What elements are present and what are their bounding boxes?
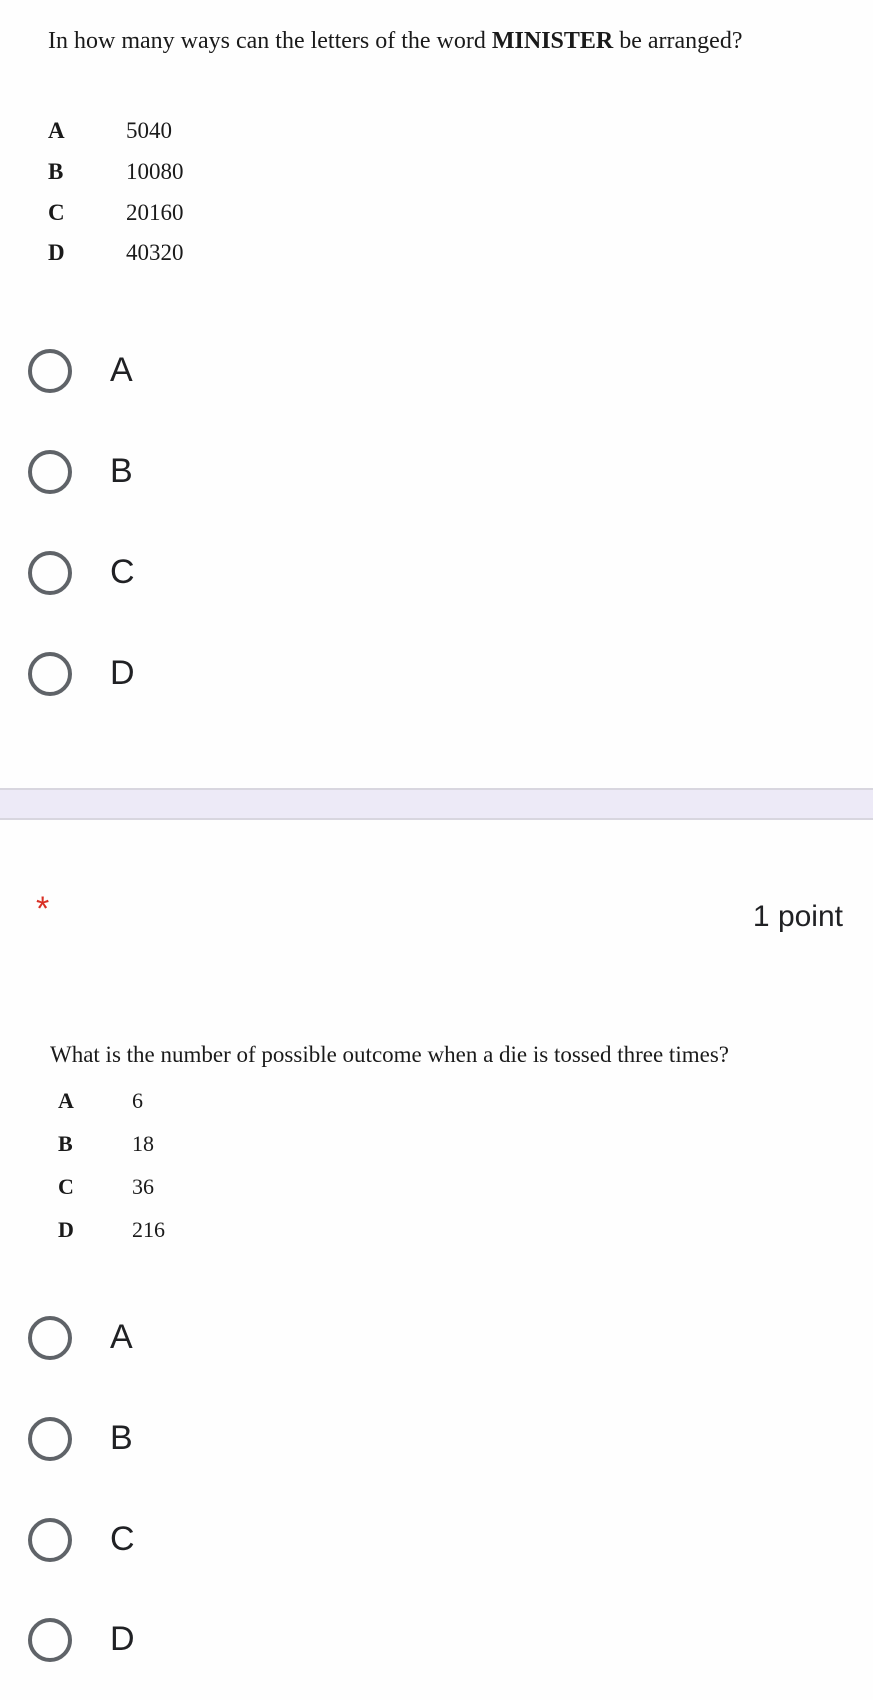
choice-value: 216: [132, 1217, 165, 1242]
required-marker: *: [36, 890, 50, 928]
option-label: C: [110, 1520, 135, 1558]
option-label: D: [110, 654, 135, 692]
question-2-option-b[interactable]: [28, 1417, 328, 1469]
choice-letter: A: [58, 1088, 74, 1113]
question-1-text-start: In how many ways can the letters of the word: [48, 28, 492, 54]
choice-value: 5040: [126, 118, 172, 143]
question-1-text: [48, 28, 742, 55]
choice-letter: D: [48, 240, 65, 265]
question-1-option-b[interactable]: [28, 450, 328, 502]
choice-value: 36: [132, 1174, 154, 1199]
radio-button[interactable]: [28, 1316, 72, 1360]
option-label: B: [110, 1419, 133, 1457]
radio-button[interactable]: [28, 652, 72, 696]
question-1-text-end: be arranged?: [613, 28, 743, 54]
choice-value: 6: [132, 1088, 143, 1113]
radio-button[interactable]: [28, 450, 72, 494]
choice-letter: B: [58, 1131, 73, 1156]
choice-letter: A: [48, 118, 65, 143]
question-1-keyword: MINISTER: [491, 28, 614, 54]
question-2-option-a[interactable]: [28, 1316, 328, 1368]
section-divider: [0, 788, 873, 820]
radio-button[interactable]: [28, 1518, 72, 1562]
question-2-option-c[interactable]: [28, 1518, 328, 1570]
question-1-option-d[interactable]: [28, 652, 328, 704]
choice-letter: B: [48, 159, 64, 184]
question-2-option-d[interactable]: [28, 1618, 328, 1670]
question-1-option-a[interactable]: [28, 349, 328, 401]
choice-letter: C: [48, 200, 65, 225]
option-label: C: [110, 553, 135, 591]
choice-value: 20160: [126, 200, 184, 225]
choice-value: 18: [132, 1131, 154, 1156]
points-label: 1 point: [752, 900, 843, 933]
choice-value: 10080: [126, 159, 184, 184]
choice-value: 40320: [126, 240, 184, 265]
radio-button[interactable]: [28, 551, 72, 595]
question-2-text: What is the number of possible outcome when a die is tossed three times?: [50, 1042, 729, 1067]
radio-button[interactable]: [28, 1618, 72, 1662]
question-1-card: [0, 0, 873, 788]
option-label: A: [110, 351, 133, 389]
radio-button[interactable]: [28, 349, 72, 393]
option-label: A: [110, 1318, 133, 1356]
option-label: D: [110, 1620, 135, 1658]
question-1-option-c[interactable]: [28, 551, 328, 603]
radio-button[interactable]: [28, 1417, 72, 1461]
choice-letter: C: [58, 1174, 74, 1199]
question-2-card: [0, 820, 873, 1700]
choice-letter: D: [58, 1217, 74, 1242]
option-label: B: [110, 452, 133, 490]
